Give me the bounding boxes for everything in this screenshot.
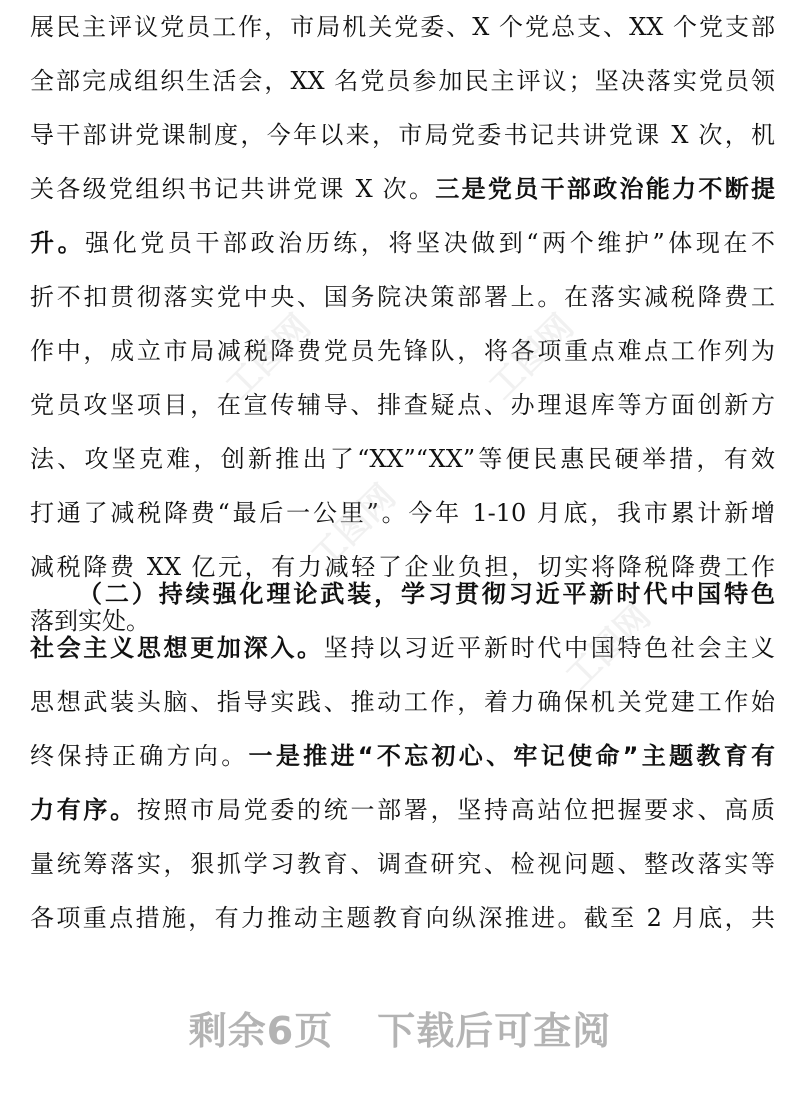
text-line: 导干部讲党课制度，今年以来，市局党委书记共讲党课 X 次，机 [30, 121, 775, 149]
bold-heading-run: 力有序。 [30, 796, 137, 824]
section-heading-run: （二）持续强化理论武装，学习贯彻习近平新时代中国特色 [78, 580, 775, 608]
text-line: 减税降费 XX 亿元，有力减轻了企业负担，切实将降税降费工作 [30, 553, 775, 581]
bold-heading-run: 升。 [30, 229, 86, 257]
text-line: 思想武装头脑、指导实践、推动工作，着力确保机关党建工作始 [30, 688, 775, 716]
text-line: 打通了减税降费“最后一公里”。今年 1-10 月底，我市累计新增 [30, 499, 775, 527]
body-paragraph [30, 567, 775, 945]
text-line: 量统筹落实，狠抓学习教育、调查研究、检视问题、整改落实等 [30, 850, 775, 878]
download-hint-label: 下载后可查阅 [377, 1009, 612, 1053]
bold-heading-run: 一是推进“不忘初心、牢记使命”主题教育有 [248, 742, 775, 770]
watermark-text: 工图网 [303, 476, 404, 578]
text-line: 折不扣贯彻落实党中央、国务院决策部署上。在落实减税降费工 [30, 283, 775, 311]
text-run: 强化党员干部政治历练，将坚决做到“两个维护”体现在不 [85, 229, 775, 257]
watermark-text: 工图网 [218, 306, 319, 408]
text-run: 终保持正确方向。 [30, 742, 249, 770]
text-line: 各项重点措施，有力推动主题教育向纵深推进。截至 2 月底，共 [30, 904, 775, 932]
text-line: 党员攻坚项目，在宣传辅导、排查疑点、办理退库等方面创新方 [30, 391, 775, 419]
download-banner [0, 1000, 800, 1055]
remaining-pages-label: 剩余6页 [188, 1009, 334, 1053]
text-line [30, 216, 775, 270]
watermark-text: 工图网 [558, 596, 659, 698]
watermark-text: 工图网 [481, 306, 582, 408]
text-line: 展民主评议党员工作，市局机关党委、X 个党总支、XX 个党支部 [30, 13, 775, 41]
text-line: 作中，成立市局减税降费党员先锋队，将各项重点难点工作列为 [30, 337, 775, 365]
bold-heading-run: 三是党员干部政治能力不断提 [435, 175, 775, 203]
text-run: 关各级党组织书记共讲党课 X 次。 [30, 175, 436, 203]
text-line [30, 162, 775, 216]
text-run: 坚持以习近平新时代中国特色社会主义 [323, 634, 775, 662]
text-line [30, 567, 775, 621]
text-line [30, 783, 775, 837]
text-line: 法、攻坚克难，创新推出了“XX”“XX”等便民惠民硬举措，有效 [30, 445, 775, 473]
text-line [30, 621, 775, 675]
text-line [30, 729, 775, 783]
text-run: 按照市局党委的统一部署，坚持高站位把握要求、高质 [136, 796, 775, 824]
text-line: 全部完成组织生活会，XX 名党员参加民主评议；坚决落实党员领 [30, 67, 775, 95]
section-heading-run: 社会主义思想更加深入。 [30, 634, 324, 662]
text-line: 落到实处。 [30, 607, 150, 635]
body-paragraph [30, 0, 775, 648]
